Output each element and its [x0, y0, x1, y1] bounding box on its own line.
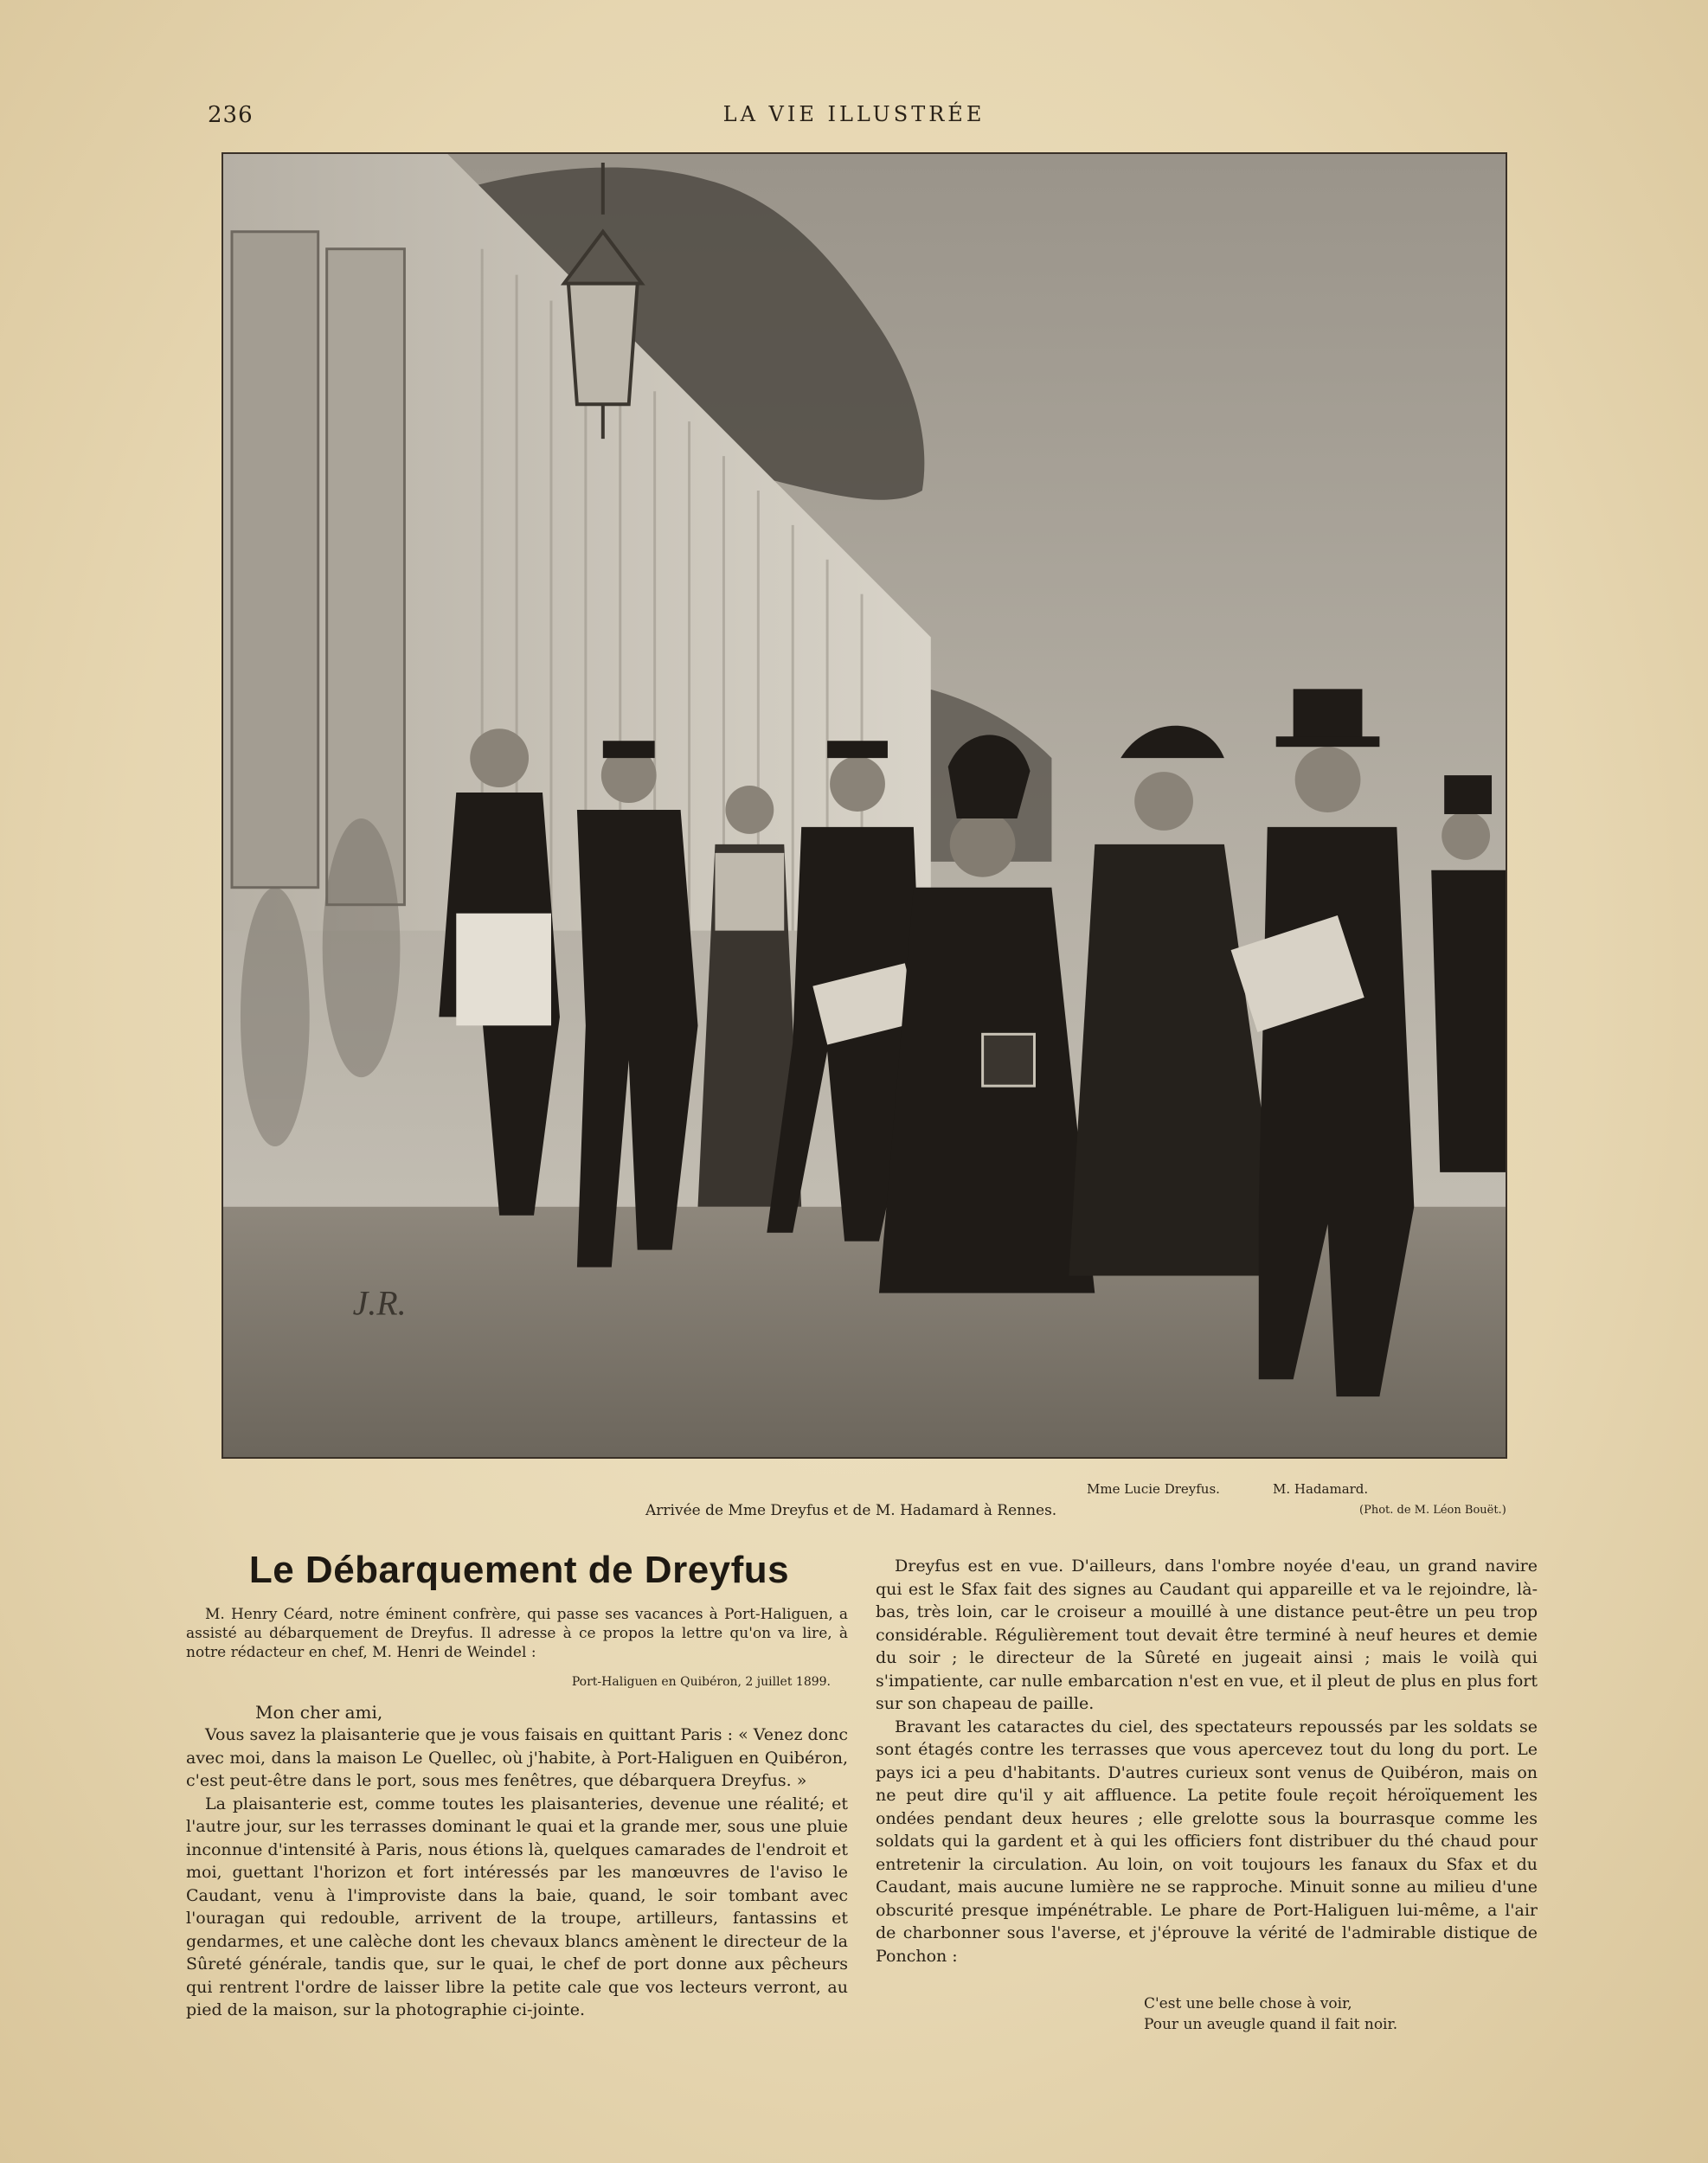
- article-column-right: [876, 1555, 1538, 2035]
- page-header: [208, 102, 1500, 137]
- artist-signature: J.R.: [352, 1283, 407, 1323]
- article-dateline: Port-Haliguen en Quibéron, 2 juillet 1899.: [571, 1675, 831, 1689]
- ponchon-distich: [876, 1993, 1538, 2035]
- photo-captions: [222, 1481, 1507, 1523]
- article-column-left: [186, 1605, 848, 2022]
- letter-salutation: Mon cher ami,: [255, 1701, 383, 1723]
- paragraph: Vous savez la plaisanterie que je vous faisais en quittant Paris : « Venez donc avec moi, dans la maison Le Quellec, où j'habite, à Port-Haliguen en Quibéron, c'est peut-être dans le port, sous mes fenêtres, que débarquera Dreyfus. »: [186, 1725, 848, 1790]
- caption-hadamard: M. Hadamard.: [1273, 1481, 1369, 1497]
- verse-line: Pour un aveugle quand il fait noir.: [1144, 2016, 1398, 2033]
- verse-line: C'est une belle chose à voir,: [1144, 1995, 1352, 2012]
- running-title: LA VIE ILLUSTRÉE: [722, 102, 986, 126]
- photo-credit: (Phot. de M. Léon Bouët.): [1359, 1504, 1506, 1517]
- caption-lucie-dreyfus: Mme Lucie Dreyfus.: [1087, 1481, 1220, 1497]
- paragraph: Dreyfus est en vue. D'ailleurs, dans l'ombre noyée d'eau, un grand navire qui est le Sfax fait des signes au Caudant qui appareille et va le rejoindre, là-bas, très loin, car le croiseur a mouillé à une distance peut-être un peu trop considérable. Régulièrement tout devait être terminé à neuf heures et demie du soir ; le directeur de la Sûreté en jugeait ainsi ; mais le voilà qui s'impatiente, car nulle embarcation n'est en vue, et il pleut de plus en plus fort sur son chapeau de paille.: [876, 1556, 1538, 1713]
- caption-main: Arrivée de Mme Dreyfus et de M. Hadamard à Rennes.: [645, 1502, 1057, 1519]
- door-right: [327, 249, 405, 905]
- photo-illustration: [223, 154, 1506, 1457]
- paragraph: Bravant les cataractes du ciel, des spectateurs repoussés par les soldats se sont étagés contre les terrasses que vous apercevez tout du long du port. Le pays ici a peu d'habitants. D'autres curieux sont venus de Quibéron, mais on ne peut dire qu'il y ait affluence. La petite foule reçoit héroïquement les ondées pendant deux heures ; elle grelotte sous la bourrasque comme les soldats qui la gardent et à qui les officiers font distribuer du thé chaud pour entretenir la circulation. Au loin, on voit toujours les fanaux du Sfax et du Caudant, mais aucune lumière ne se rapproche. Minuit sonne au milieu d'une obscurité presque impénétrable. Le phare de Port-Haliguen lui-même, a l'air de charbonner sous l'averse, et j'éprouve la vérité de l'admirable distique de Ponchon :: [876, 1717, 1538, 1966]
- page-number: 236: [208, 102, 254, 128]
- article-intro: M. Henry Céard, notre éminent confrère, qui passe ses vacances à Port-Haliguen, a assisté au débarquement de Dreyfus. Il adresse à ce propos la lettre qu'on va lire, à notre rédacteur en chef, M. Henri de Weindel :: [186, 1606, 848, 1661]
- article-title: Le Débarquement de Dreyfus: [248, 1549, 790, 1591]
- door-left: [232, 232, 318, 888]
- photo-dreyfus-arrival: [222, 152, 1507, 1459]
- paragraph: La plaisanterie est, comme toutes les plaisanteries, devenue une réalité; et l'autre jour, sur les terrasses dominant le quai et la grande mer, sous une pluie inconnue d'intensité à Paris, nous étions là, quelques camarades de l'endroit et moi, guettant l'horizon et fort intéressés par les manœuvres de l'aviso le Caudant, venu à l'improviste dans la baie, quand, le soir tombant avec l'ouragan qui redouble, arrivent de la troupe, artilleurs, fantassins et gendarmes, et une calèche dont les chevaux blancs amènent le directeur de la Sûreté générale, tandis que, sur le quai, le chef de port donne aux pêcheurs qui rentrent l'ordre de laisser libre la petite cale que vos lecteurs verront, au pied de la maison, sur la photographie ci-jointe.: [186, 1794, 848, 2019]
